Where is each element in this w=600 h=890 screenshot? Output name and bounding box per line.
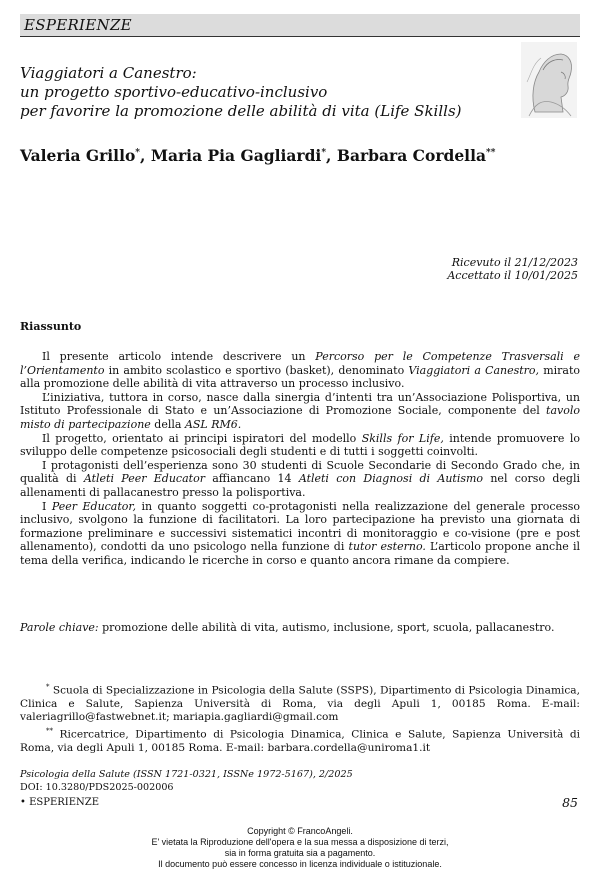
copyright-notice <box>0 826 600 870</box>
journal-citation: Psicologia della Salute (ISSN 1721-0321, ISSNe 1972-5167), 2/2025 <box>20 769 353 780</box>
title-line: Viaggiatori a Canestro: <box>20 64 197 82</box>
author-name: Maria Pia Gagliardi <box>150 146 322 165</box>
footnote: ** Ricercatrice, Dipartimento di Psicologia Dinamica, Clinica e Salute, Sapienza Università di Roma, via degli Apuli 1, 00185 Roma. E-mail: barbara.cordella@uniroma1.it <box>20 726 580 754</box>
portrait-logo-image <box>521 42 577 118</box>
section-label: ESPERIENZE <box>24 16 132 34</box>
keywords-text: promozione delle abilità di vita, autismo, inclusione, sport, scuola, pallacanestro. <box>98 621 555 634</box>
copyright-line: E' vietata la Riproduzione dell'opera e la sua messa a disposizione di terzi, <box>151 837 449 847</box>
accepted-date: Accettato il 10/01/2025 <box>447 269 578 282</box>
author-mark: * <box>321 147 327 158</box>
authors-line <box>20 146 495 165</box>
copyright-line: Il documento può essere concesso in licenza individuale o istituzionale. <box>158 859 442 869</box>
footnotes <box>20 681 580 755</box>
author-mark: * <box>135 147 141 158</box>
abstract-paragraph: I protagonisti dell’esperienza sono 30 studenti di Scuole Secondarie di Secondo Grado che, in qualità di Atleti Peer Educator affiancano 14 Atleti con Diagnosi di Autismo nel corso degli allenamenti di pallacanestro presso la polisportiva. <box>20 458 580 499</box>
copyright-line: Copyright © FrancoAngeli. <box>247 826 353 836</box>
abstract-paragraph: L’iniziativa, tuttora in corso, nasce dalla sinergia d’intenti tra un’Associazione Polisportiva, un Istituto Professionale di Stato e un’Associazione di Promozione Sociale, componente del tavolo misto di partecipazione della ASL RM6. <box>20 390 580 431</box>
abstract-paragraph: I Peer Educator, in quanto soggetti co-protagonisti nella realizzazione del generale processo inclusivo, svolgono la funzione di facilitatori. La loro partecipazione ha previsto una giornata di formazione preliminare e successivi sistematici incontri di monitoraggio e co-visione (pre e post allenamento), condotti da uno psicologo nella funzione di tutor esterno. L’articolo propone anche il tema della verifica, indicando le ricerche in corso e quanto ancora rimane da compiere. <box>20 499 581 567</box>
keywords <box>20 621 580 635</box>
copyright-line: sia in forma gratuita sia a pagamento. <box>224 848 376 858</box>
footer-section-label: • ESPERIENZE <box>20 797 100 808</box>
received-date: Ricevuto il 21/12/2023 <box>451 256 578 269</box>
author-separator: , <box>140 146 151 165</box>
title-line: un progetto sportivo-educativo-inclusivo <box>20 83 328 101</box>
article-title <box>20 64 510 121</box>
abstract-heading: Riassunto <box>20 320 82 333</box>
abstract-paragraph: Il presente articolo intende descrivere un Percorso per le Competenze Trasversali e l’Orientamento in ambito scolastico e sportivo (basket), denominato Viaggiatori a Canestro, mirato alla promozione delle abilità di vita attraverso un processo inclusivo. <box>20 350 581 391</box>
author-name: Barbara Cordella <box>336 146 487 165</box>
author-separator: , <box>326 146 337 165</box>
abstract-body <box>20 350 580 568</box>
footnote: * Scuola di Specializzazione in Psicologia della Salute (SSPS), Dipartimento di Psicologia Dinamica, Clinica e Salute, Sapienza Università di Roma, via degli Apuli 1, 00185 Roma. E-mail: valeriagrillo@fastwebnet.it; mariapia.gagliardi@gmail.com <box>20 683 580 724</box>
author-name: Valeria Grillo <box>20 146 136 165</box>
keywords-label: Parole chiave: <box>20 621 99 634</box>
doi: DOI: 10.3280/PDS2025-002006 <box>20 782 174 793</box>
title-line: per favorire la promozione delle abilità di vita (Life Skills) <box>20 102 462 120</box>
submission-dates <box>447 256 578 282</box>
author-mark: ** <box>486 147 496 158</box>
section-header-bar <box>20 14 580 37</box>
page-number: 85 <box>562 795 578 810</box>
abstract-paragraph: Il progetto, orientato ai principi ispiratori del modello Skills for Life, intende promuovere lo sviluppo delle competenze psicosociali degli studenti e di tutti i soggetti coinvolti. <box>20 431 580 459</box>
